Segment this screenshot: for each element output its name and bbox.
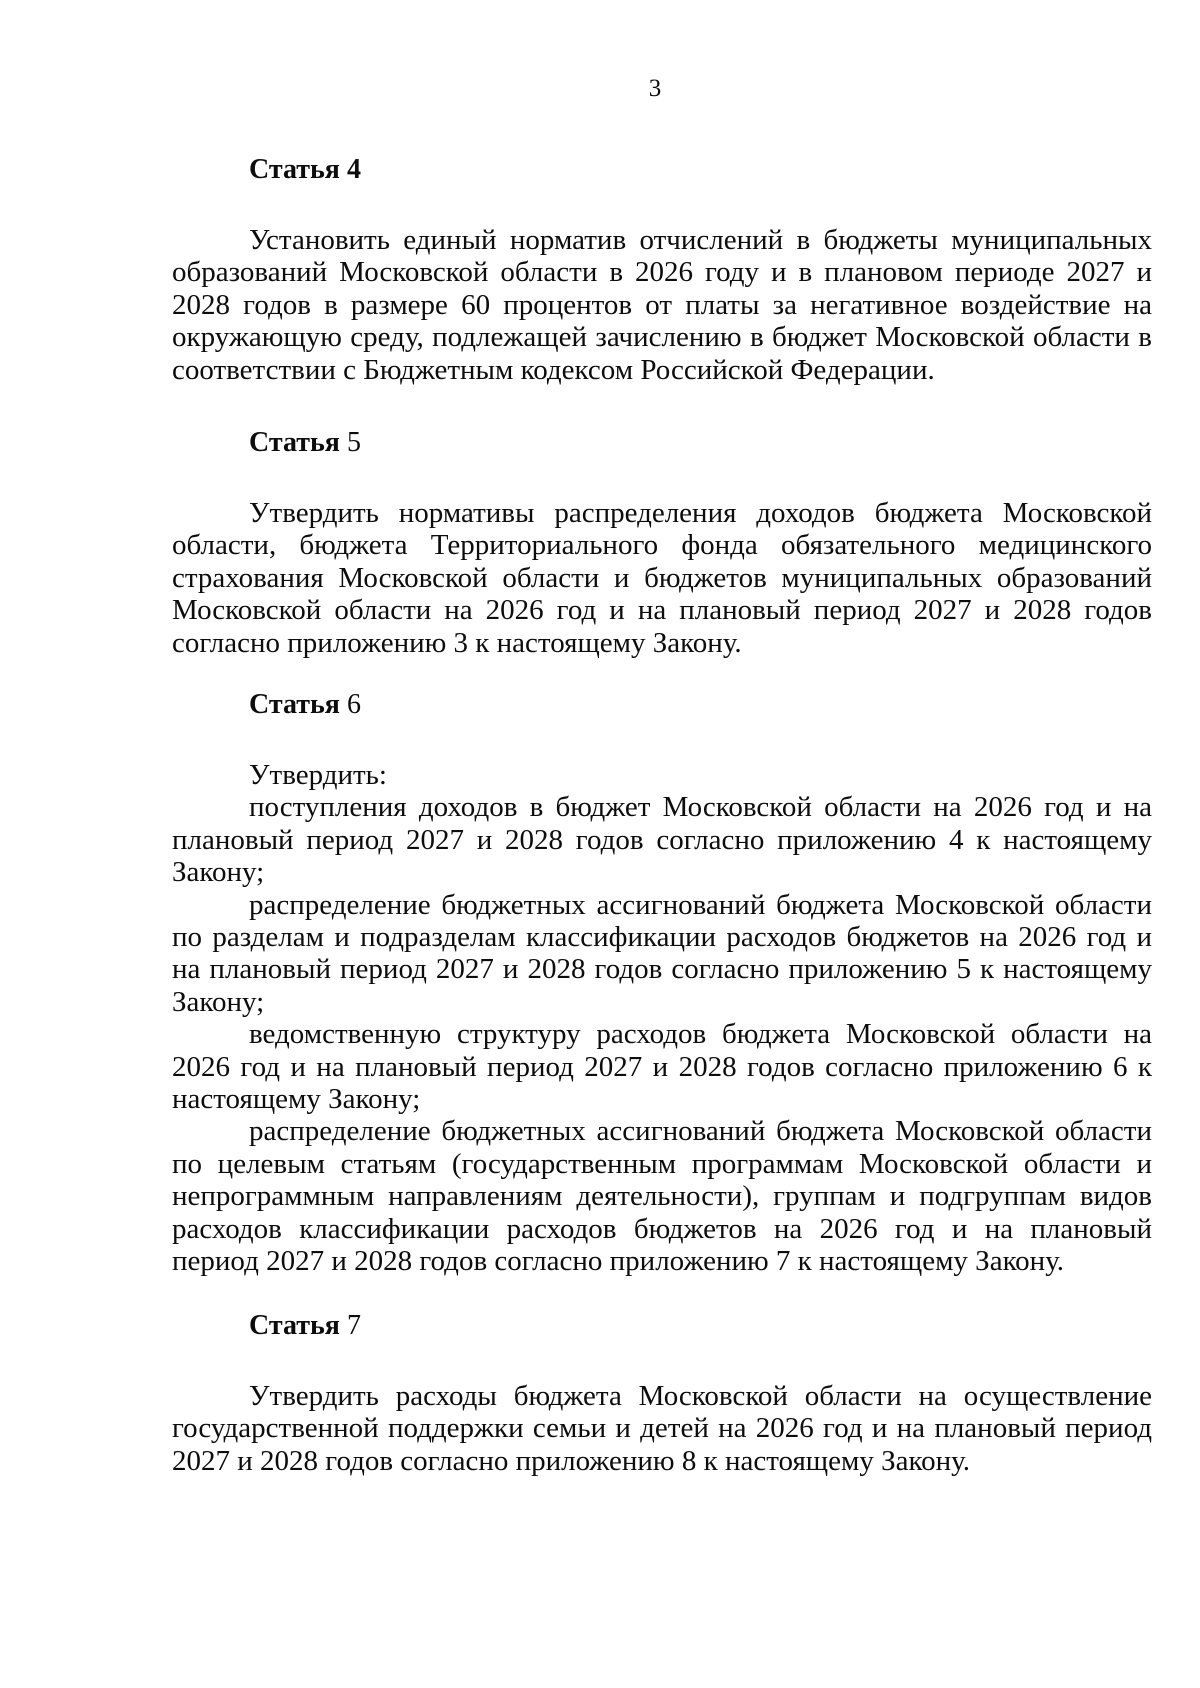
list-item: ведомственную структуру расходов бюджета Московской области на 2026 год и на плановый период 2027 и 2028 годов согласно приложению 6 к настоящему Закону; (172, 1018, 1152, 1116)
article-5 (172, 427, 1152, 659)
list-item: распределение бюджетных ассигнований бюджета Московской области по разделам и подразделам классификации расходов бюджетов на 2026 год и на плановый период 2027 и 2028 годов согласно приложению 5 к настоящему Закону; (172, 888, 1152, 1018)
article-body (172, 1380, 1152, 1477)
article-paragraph: Установить единый норматив отчислений в бюджеты муниципальных образований Московской области в 2026 году и в плановом периоде 2027 и 2028 годов в размере 60 процентов от платы за негативное воздействие на окружающую среду, подлежащей зачислению в бюджет Московской области в соответствии с Бюджетным кодексом Российской Федерации. (172, 224, 1152, 386)
article-heading (249, 427, 1152, 459)
article-body (172, 224, 1152, 386)
article-lead: Утвердить: (249, 759, 387, 791)
article-heading-number: 7 (346, 1310, 361, 1341)
list-item: поступления доходов в бюджет Московской области на 2026 год и на плановый период 2027 и 2028 годов согласно приложению 4 к настоящему Закону; (172, 791, 1152, 889)
article-body (172, 759, 1152, 1278)
article-paragraph: Утвердить нормативы распределения доходов бюджета Московской области, бюджета Территориального фонда обязательного медицинского страхования Московской области и бюджетов муниципальных образований Московской области на 2026 год и на плановый период 2027 и 2028 годов согласно приложению 3 к настоящему Закону. (172, 497, 1152, 659)
article-body (172, 497, 1152, 659)
list-item: распределение бюджетных ассигнований бюджета Московской области по целевым статьям (государственным программам Московской области и непрограммным направлениям деятельности), группам и подгруппам видов расходов классификации расходов бюджетов на 2026 год и на плановый период 2027 и 2028 годов согласно приложению 7 к настоящему Закону. (172, 1115, 1152, 1278)
article-heading-word: Статья (249, 689, 340, 720)
article-heading (249, 689, 1152, 721)
article-heading-word: Статья (249, 154, 340, 185)
article-heading-word: Статья (249, 427, 340, 458)
article-heading (249, 1310, 1152, 1342)
article-heading-number: 6 (346, 689, 361, 720)
article-paragraph: Утвердить расходы бюджета Московской области на осуществление государственной поддержки семьи и детей на 2026 год и на плановый период 2027 и 2028 годов согласно приложению 8 к настоящему Закону. (172, 1380, 1152, 1477)
page-number: 3 (648, 75, 662, 102)
article-heading-number: 5 (346, 427, 361, 458)
article-heading (249, 154, 1152, 186)
article-4 (172, 154, 1152, 386)
article-6 (172, 689, 1152, 1278)
article-heading-word: Статья (249, 1310, 340, 1341)
article-heading-number: 4 (346, 154, 361, 185)
article-7 (172, 1310, 1152, 1477)
